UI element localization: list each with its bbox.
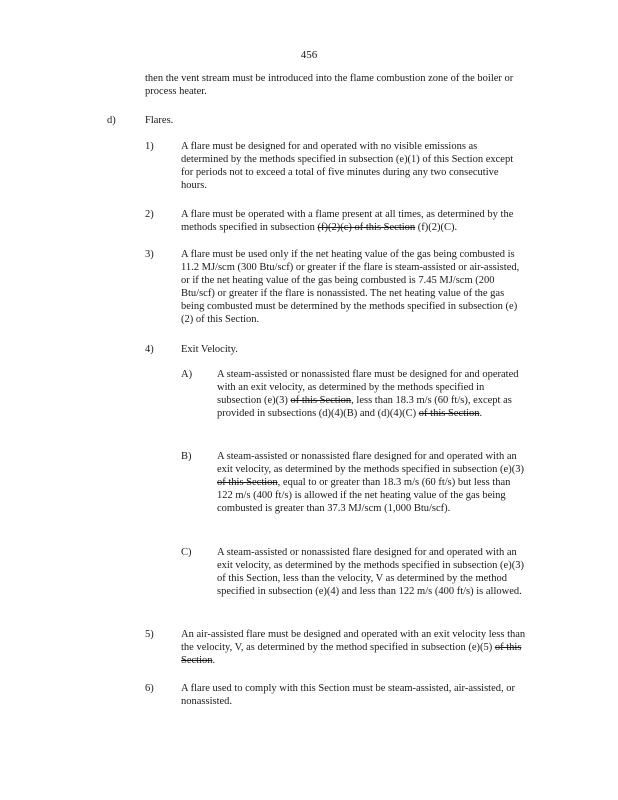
item-4b-text-a: A steam-assisted or nonassisted flare designed for and operated with an exit velocity, as determined by the methods specified in subsection (e)(3): [217, 451, 524, 475]
intro-paragraph: then the vent stream must be introduced into the flame combustion zone of the boiler or process heater.: [145, 73, 514, 97]
item-5-struck: of this Section: [181, 642, 522, 666]
item-4b-text-b: , equal to or greater than 18.3 m/s (60 ft/s) but less than 122 m/s (400 ft/s) is allowed if the net heating value of the gas being combusted is greater than 37.3 MJ/scm (1,000 Btu/scf).: [217, 477, 511, 514]
section-title: Flares.: [145, 115, 174, 126]
item-2-text-b: (f)(2)(C).: [415, 222, 458, 233]
item-2-text: [181, 208, 526, 234]
item-5-text: [181, 628, 526, 667]
item-5-label: 5): [145, 629, 154, 640]
item-4b-struck: of this Section: [217, 477, 278, 488]
item-4-title: Exit Velocity.: [181, 344, 238, 355]
item-2-text-a: A flare must be operated with a flame present at all times, as determined by the methods specified in subsection: [181, 209, 514, 233]
item-4-label: 4): [145, 344, 154, 355]
item-3-label: 3): [145, 249, 154, 260]
item-2-struck: (f)(2)(c) of this Section: [317, 222, 416, 233]
item-5-text-a: An air-assisted flare must be designed and operated with an exit velocity less than the velocity, V, as determined by the method specified in subsection (e)(5): [181, 629, 526, 653]
item-4b-text: [217, 450, 527, 515]
item-4a-label: A): [181, 369, 193, 380]
item-4c-text: A steam-assisted or nonassisted flare designed for and operated with an exit velocity, as determined by the methods specified in subsection (e)(3) of this Section, less than the velocity, V as determined by the method specified in subsection (e)(4) and less than 122 m/s (400 ft/s) is allowed.: [217, 547, 524, 597]
item-4a-text-b: , less than 18.3 m/s (60 ft/s), except as provided in subsections (d)(4)(B) and (d)(4)(C): [217, 395, 512, 419]
item-4c-label: C): [181, 547, 192, 558]
item-4b-label: B): [181, 451, 192, 462]
item-6-text: A flare used to comply with this Section must be steam-assisted, air-assisted, or nonassisted.: [181, 683, 515, 707]
page-number: 456: [300, 49, 318, 61]
item-5-text-b: .: [212, 655, 216, 666]
item-4a-struck-1: of this Section: [290, 395, 352, 406]
item-4a-text-a: A steam-assisted or nonassisted flare must be designed for and operated with an exit velocity, as determined by the methods specified in subsection (e)(3): [217, 369, 519, 406]
item-3-text: A flare must be used only if the net heating value of the gas being combusted is 11.2 MJ/scm (300 Btu/scf) or greater if the flare is steam-assisted or air-assisted, or if the net heating value of the gas being combusted is 7.45 MJ/scm (200 Btu/scf) or greater if the flare is nonassisted. The net heating value of the gas being combusted must be determined by the methods specified in subsection (e)(2) of this Section.: [181, 249, 520, 325]
item-1-text: A flare must be designed for and operated with no visible emissions as determined by the methods specified in subsection (e)(1) of this Section except for periods not to exceed a total of five minutes during any two consecutive hours.: [181, 141, 514, 191]
item-2-label: 2): [145, 209, 154, 220]
item-6-label: 6): [145, 683, 154, 694]
item-4a-struck-2: of this Section: [418, 408, 480, 419]
item-4a-text-c: .: [479, 408, 483, 419]
item-1-label: 1): [145, 141, 154, 152]
section-label: d): [107, 115, 116, 126]
item-4a-text: [217, 368, 527, 420]
